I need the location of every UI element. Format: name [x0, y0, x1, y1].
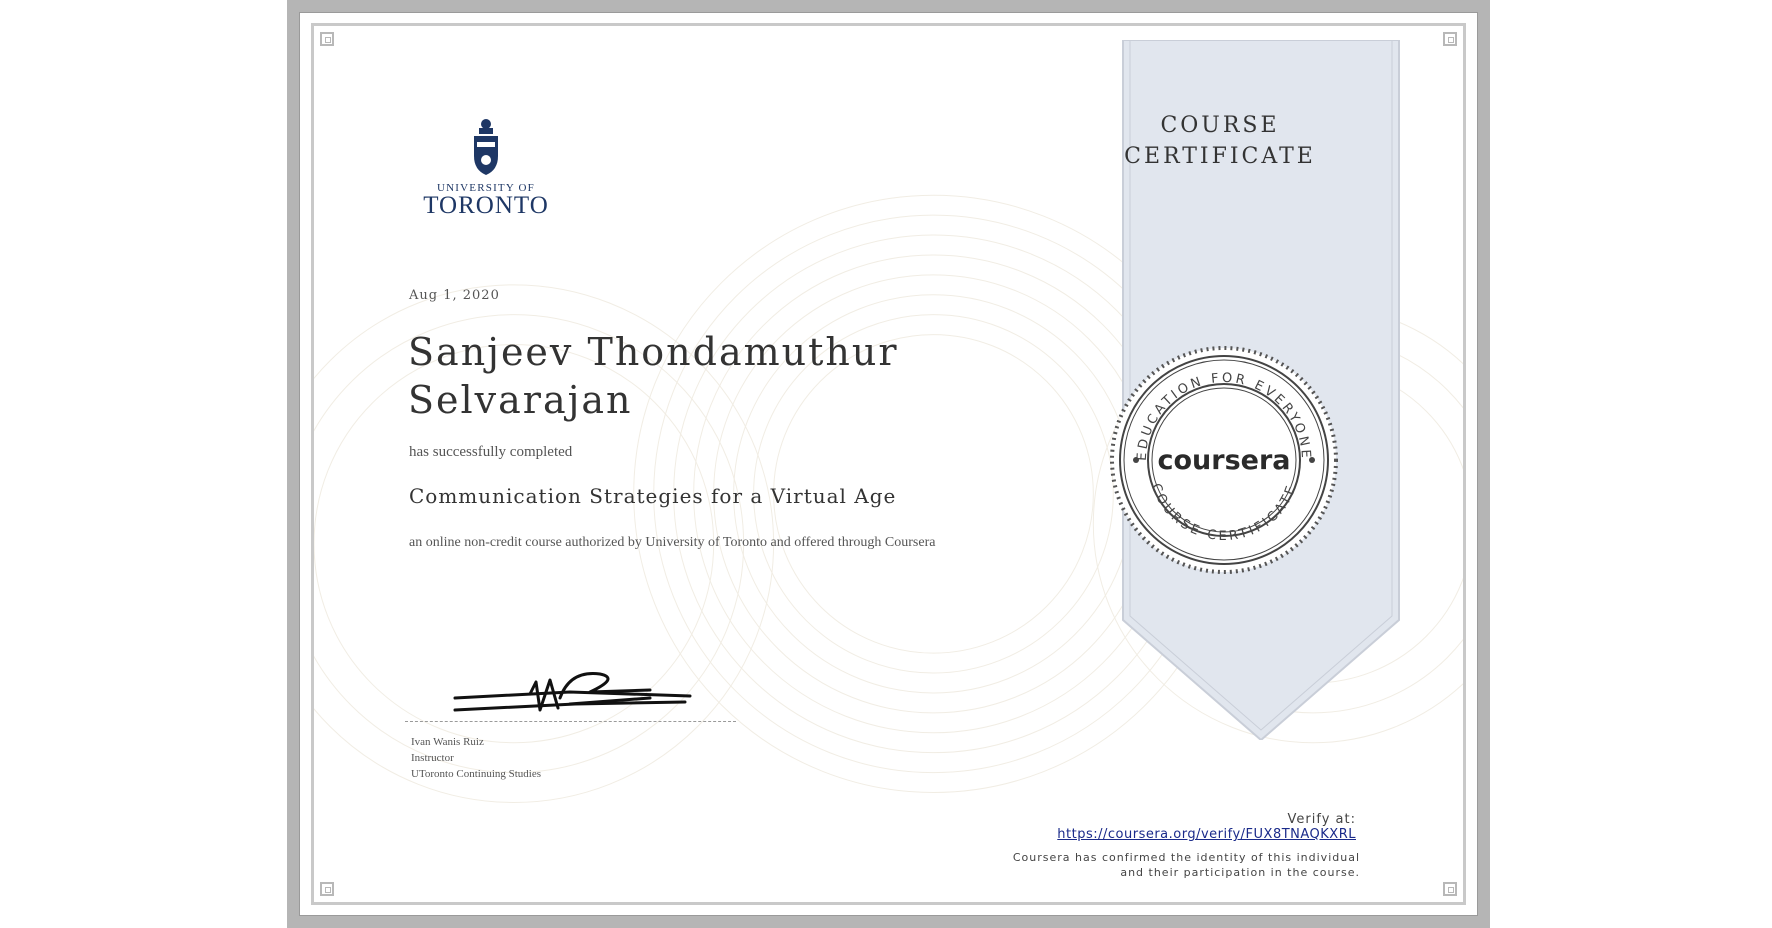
identity-confirmation: Coursera has confirmed the identity of this individual and their participation in the course. [1012, 851, 1360, 879]
corner-ornament [1443, 882, 1457, 896]
completed-text: has successfully completed [409, 444, 573, 460]
coursera-seal [1109, 345, 1339, 575]
recipient-name: Sanjeev Thondamuthur Selvarajan [408, 330, 899, 422]
seal-brand: coursera [1157, 445, 1291, 476]
issue-date: Aug 1, 2020 [409, 288, 500, 303]
corner-ornament [320, 32, 334, 46]
verify-label: Verify at: [1287, 812, 1356, 827]
instructor-name: Ivan Wanis Ruiz [411, 736, 484, 748]
seal-top-arc: EDUCATION FOR EVERYONE [1134, 370, 1314, 462]
signature-line [405, 721, 736, 722]
university-logo [416, 118, 556, 218]
university-line1: UNIVERSITY OF [437, 182, 535, 194]
instructor-role: Instructor [411, 752, 454, 764]
instructor-signature [450, 668, 700, 720]
uoft-crest-icon [470, 118, 502, 176]
ribbon-title-line2: CERTIFICATE [1124, 144, 1316, 169]
university-line2: TORONTO [423, 192, 549, 219]
course-title: Communication Strategies for a Virtual Age [409, 484, 897, 508]
ribbon-title [1080, 110, 1360, 172]
corner-ornament [1443, 32, 1457, 46]
ribbon-title-line1: COURSE [1160, 113, 1280, 138]
verify-block [1057, 812, 1356, 842]
verify-link[interactable]: https://coursera.org/verify/FUX8TNAQKXRL [1057, 827, 1356, 842]
seal-bottom-arc: COURSE CERTIFICATE [1147, 481, 1301, 545]
instructor-organization: UToronto Continuing Studies [411, 768, 542, 780]
course-description: an online non-credit course authorized by University of Toronto and offered through Coursera [409, 535, 936, 550]
corner-ornament [320, 882, 334, 896]
instructor-info [411, 734, 541, 782]
